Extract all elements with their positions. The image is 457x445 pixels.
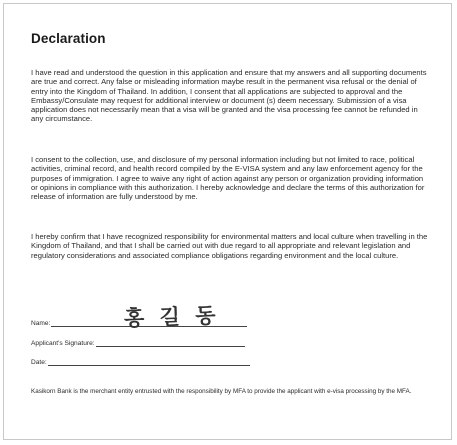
signature-field[interactable]: [31, 340, 245, 347]
signature-underline: [96, 340, 245, 347]
declaration-paragraph-environment: I hereby confirm that I have recognized responsibility for environmental matters and local culture when travelling in the Kingdom of Thailand, and that I shall be carried out with due regard to all appropriate and relevant legislation and regulatory considerations and associated compliance obligations regarding environment and the local culture.: [31, 232, 428, 260]
declaration-paragraph-accuracy: I have read and understood the question in this application and ensure that my answers and all supporting documents are true and correct. Any false or misleading information maybe result in the permanent visa refusal or the denial of entry into the Kingdom of Thailand. In addition, I consent that all applications are subjected to approval and the Embassy/Consulate may request for additional interview or document (s) deem necessary. Submission of a visa application does not necessarily mean that a visa will be granted and the visa processing fee cannot be refunded in any circumstance.: [31, 68, 427, 124]
date-label: Date:: [31, 359, 47, 366]
declaration-paragraph-consent: I consent to the collection, use, and disclosure of my personal information including but not limited to race, political activities, criminal record, and health record compiled by the E-VISA system and any law enforcement agency for the purposes of immigration. I agree to waive any right of action against any person or organization providing information or opinions in compliance with this authorization. I hereby acknowledge and declare the terms of this authorization for release of information are fully understood by me.: [31, 155, 425, 202]
footer-note: Kasikorn Bank is the merchant entity entrusted with the responsibility by MFA to provide the applicant with e-visa processing by the MFA.: [31, 388, 412, 395]
name-label: Name:: [31, 320, 51, 327]
signature-label: Applicant's Signature:: [31, 340, 95, 347]
date-field[interactable]: [31, 359, 250, 366]
handwritten-name-value: 홍 길 동: [123, 303, 220, 331]
date-underline: [48, 359, 250, 366]
declaration-document: [3, 3, 452, 440]
page-title: Declaration: [31, 31, 106, 46]
